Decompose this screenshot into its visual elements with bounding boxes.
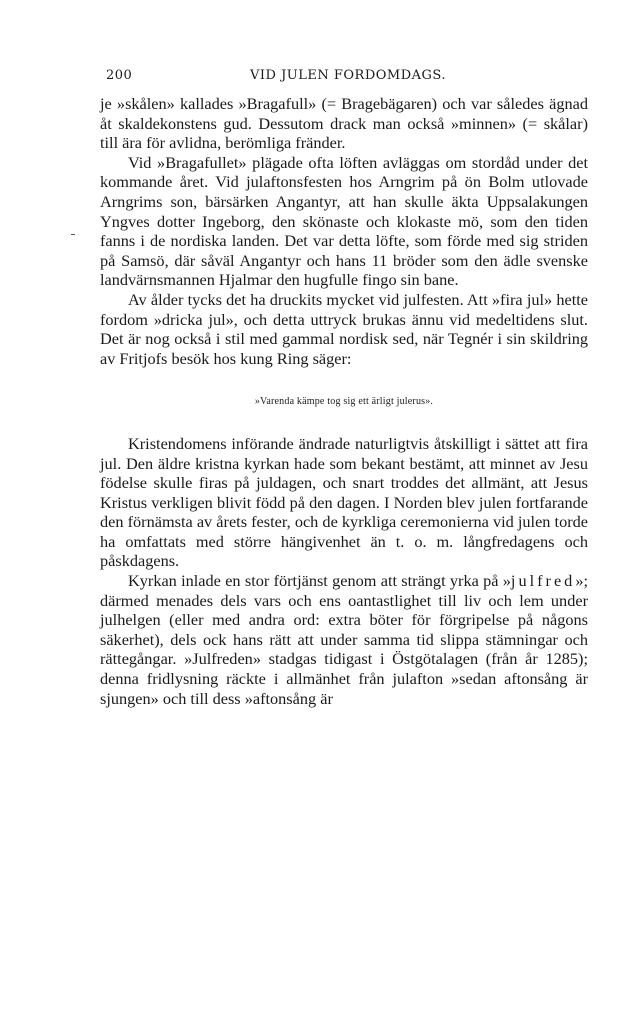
- paragraph-1: je »skålen» kallades »Bragafull» (= Bragebägaren) och var således ägnad åt skaldekonstens gud. Dessutom drack man också »minnen» (= skålar) till ära för avlidna, berömliga fränder.: [100, 94, 588, 153]
- paragraph-5: [100, 571, 588, 708]
- running-title: VID JULEN FORDOMDAGS.: [250, 68, 447, 83]
- paragraph-3: Av ålder tycks det ha druckits mycket vid julfesten. Att »fira jul» hette fordom »dricka jul», och detta uttryck brukas ännu vid medeltidens slut. Det är nog också i stil med gammal nordisk sed, när Tegnér i sin skildring av Fritjofs besök hos kung Ring säger:: [100, 289, 588, 368]
- paragraph-5-rest: »; därmed menades dels vars och ens oantastlighet till liv och lem under julhelgen (eller med andra ord: extra böter för förgripelse på någons säkerhet), dels ock hans rätt att under samma tid slippa stämningar och rättegångar. »Julfreden» stadgas tidigast i Östgötalagen (från år 1285); denna fridlysning räckte i allmänhet från julafton »sedan aftonsång är sjungen» och till dess »aftonsång är: [100, 571, 588, 708]
- paragraph-5-start: Kyrkan inlade en stor förtjänst genom att strängt yrka på »: [128, 571, 511, 591]
- body-text: [100, 94, 588, 708]
- page-header: [100, 68, 588, 94]
- margin-mark: [71, 234, 75, 235]
- paragraph-2: Vid »Bragafullet» plägade ofta löften avläggas om stordåd under det kommande året. Vid julaftonsfesten hos Arngrim på ön Bolm utlovade Arngrims son, bärsärken Angantyr, att han skulle äkta Uppsalakungen Yngves dotter Ingeborg, den skönaste och klokaste mö, som den tiden fanns i de nordiska landen. Det var detta löfte, som förde med sig striden på Samsö, där såväl Angantyr och hans 11 bröder som den ädle svenske landvärnsmannen Hjalmar den hugfulle fingo sin bane.: [100, 152, 588, 290]
- paragraph-4: Kristendomens införande ändrade naturligtvis åtskilligt i sättet att fira jul. Den äldre kristna kyrkan hade som bekant bestämt, att minnet av Jesu födelse skulle firas på juldagen, och snart troddes det allmänt, att Jesus Kristus verkligen blivit född på den dagen. I Norden blev julen fortfarande den förnämsta av årets fester, och de kyrkliga ceremonierna vid julen torde ha omfattats med större hängivenhet än t. o. m. långfredagens och påskdagens.: [100, 433, 588, 571]
- spaced-term-julfred: julfred: [510, 571, 576, 591]
- page-number: 200: [106, 68, 133, 83]
- book-page: [100, 68, 588, 708]
- verse-quote: »Varenda kämpe tog sig ett ärligt julerus».: [254, 396, 434, 408]
